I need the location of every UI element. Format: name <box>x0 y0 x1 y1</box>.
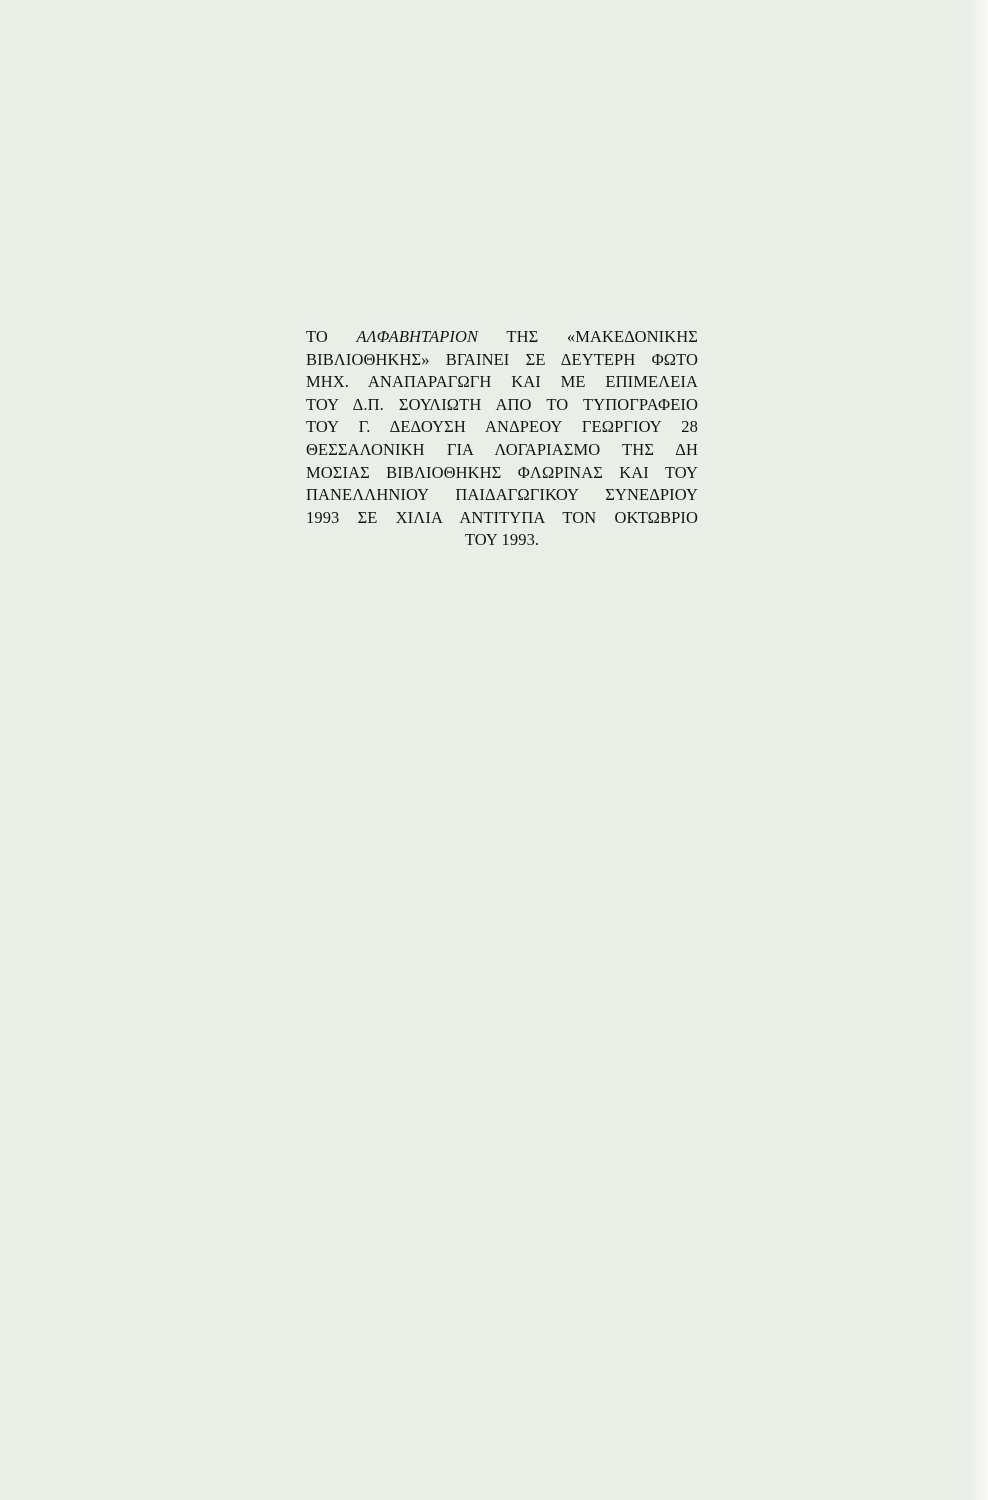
colophon-line-1 <box>306 326 698 349</box>
colophon-line-7: ΜΟΣΙΑΣ ΒΙΒΛΙΟΘΗΚΗΣ ΦΛΩΡΙΝΑΣ ΚΑΙ ΤΟΥ <box>306 462 698 482</box>
colophon-line-1-prefix: ΤΟ <box>306 327 357 346</box>
colophon-line-10: ΤΟΥ 1993. <box>464 530 540 550</box>
colophon-line-8: ΠΑΝΕΛΛΗΝΙΟΥ ΠΑΙΔΑΓΩΓΙΚΟΥ ΣΥΝΕΔΡΙΟΥ <box>306 485 698 505</box>
book-title-italic: ΑΛΦΑΒΗΤΑΡΙΟΝ <box>356 327 479 346</box>
colophon-line-2: ΒΙΒΛΙΟΘΗΚΗΣ» ΒΓΑΙΝΕΙ ΣΕ ΔΕΥΤΕΡΗ ΦΩΤΟ <box>306 349 698 369</box>
colophon-line-5: ΤΟΥ Γ. ΔΕΔΟΥΣΗ ΑΝΔΡΕΟΥ ΓΕΩΡΓΙΟΥ 28 <box>306 417 698 437</box>
colophon-line-4: ΤΟΥ Δ.Π. ΣΟΥΛΙΩΤΗ ΑΠΟ ΤΟ ΤΥΠΟΓΡΑΦΕΙΟ <box>306 394 698 414</box>
colophon-line-1-suffix: ΤΗΣ «ΜΑΚΕΔΟΝΙΚΗΣ <box>478 327 698 346</box>
colophon-line-9: 1993 ΣΕ ΧΙΛΙΑ ΑΝΤΙΤΥΠΑ ΤΟΝ ΟΚΤΩΒΡΙΟ <box>306 507 698 527</box>
colophon-text-block <box>306 326 698 552</box>
colophon-line-6: ΘΕΣΣΑΛΟΝΙΚΗ ΓΙΑ ΛΟΓΑΡΙΑΣΜΟ ΤΗΣ ΔΗ <box>306 439 698 459</box>
colophon-line-3: ΜΗΧ. ΑΝΑΠΑΡΑΓΩΓΗ ΚΑΙ ΜΕ ΕΠΙΜΕΛΕΙΑ <box>306 372 698 392</box>
page-edge <box>966 0 988 1500</box>
